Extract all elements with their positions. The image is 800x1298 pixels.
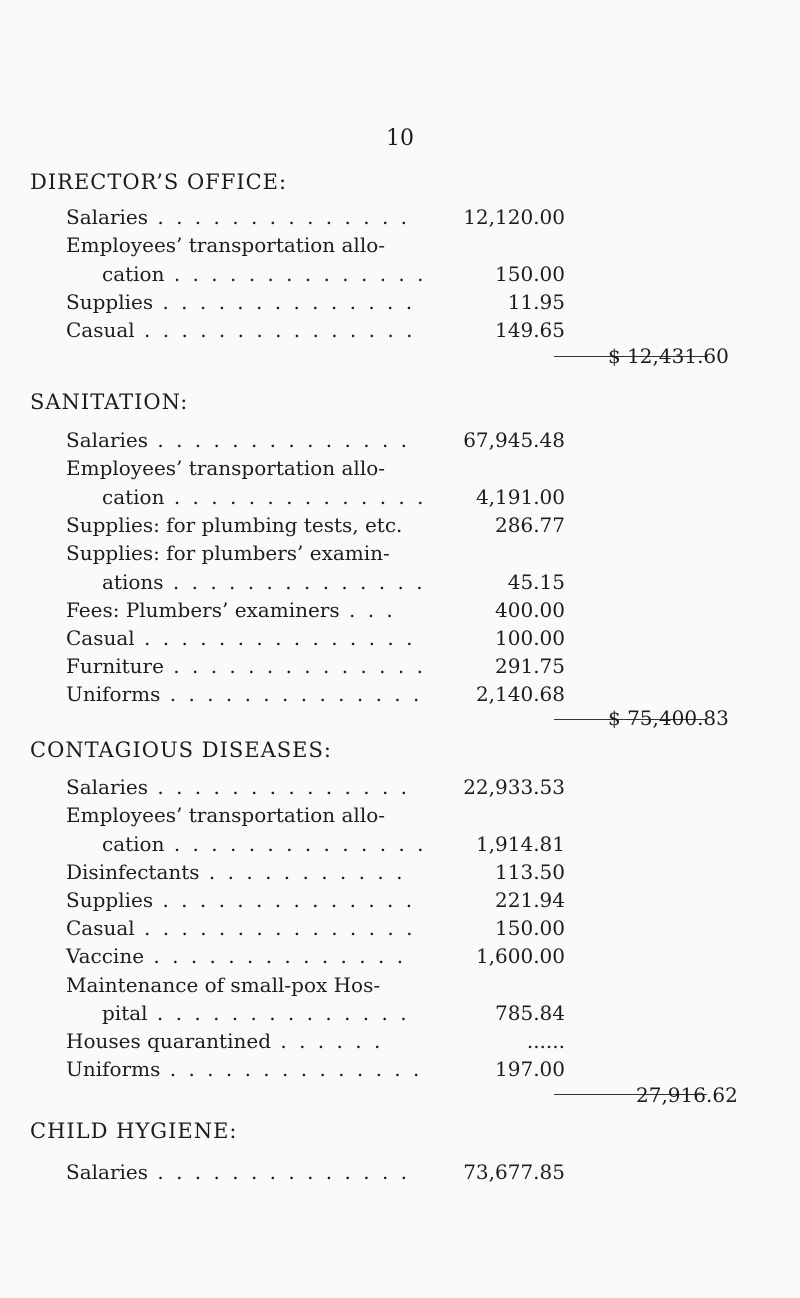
line-amount: 149.65 bbox=[495, 318, 565, 342]
line-label: Supplies: for plumbing tests, etc. bbox=[66, 513, 403, 537]
line-amount: ...... bbox=[526, 1029, 565, 1053]
line-amount: 12,120.00 bbox=[463, 205, 565, 229]
line-amount: 400.00 bbox=[495, 598, 565, 622]
line-label: Maintenance of small-pox Hos- bbox=[66, 973, 381, 997]
line-amount: 11.95 bbox=[507, 290, 565, 314]
line-label: Uniforms . . . . . . . . . . . . . . bbox=[66, 682, 423, 706]
line-amount: 291.75 bbox=[495, 654, 565, 678]
line-label: Casual . . . . . . . . . . . . . . . bbox=[66, 318, 416, 342]
line-label: Employees’ transportation allo- bbox=[66, 456, 386, 480]
line-amount: 197.00 bbox=[495, 1057, 565, 1081]
line-amount: 286.77 bbox=[495, 513, 565, 537]
line-label: Furniture . . . . . . . . . . . . . . bbox=[66, 654, 426, 678]
section-heading-contagious-diseases: CONTAGIOUS DISEASES: bbox=[30, 738, 332, 762]
line-label: Salaries . . . . . . . . . . . . . . bbox=[66, 775, 411, 799]
line-label: Houses quarantined . . . . . . bbox=[66, 1029, 384, 1053]
line-label: Employees’ transportation allo- bbox=[66, 803, 386, 827]
section-heading-child-hygiene: CHILD HYGIENE: bbox=[30, 1119, 238, 1143]
line-label: Salaries . . . . . . . . . . . . . . bbox=[66, 205, 411, 229]
line-label: Casual . . . . . . . . . . . . . . . bbox=[66, 626, 416, 650]
section-heading-sanitation: SANITATION: bbox=[30, 390, 189, 414]
line-label: Casual . . . . . . . . . . . . . . . bbox=[66, 916, 416, 940]
line-amount: 73,677.85 bbox=[463, 1160, 565, 1184]
page-number: 10 bbox=[386, 126, 414, 151]
line-label: Disinfectants . . . . . . . . . . . bbox=[66, 860, 406, 884]
line-amount: 45.15 bbox=[507, 570, 565, 594]
section-total: 27,916.62 bbox=[636, 1083, 738, 1107]
line-label: Vaccine . . . . . . . . . . . . . . bbox=[66, 944, 407, 968]
line-amount: 150.00 bbox=[495, 916, 565, 940]
section-total: $ 12,431.60 bbox=[608, 344, 729, 368]
line-amount: 221.94 bbox=[495, 888, 565, 912]
line-label-continuation: pital . . . . . . . . . . . . . . bbox=[102, 1001, 410, 1025]
line-label: Supplies . . . . . . . . . . . . . . bbox=[66, 290, 416, 314]
line-label: Salaries . . . . . . . . . . . . . . bbox=[66, 428, 411, 452]
line-amount: 100.00 bbox=[495, 626, 565, 650]
line-label-continuation: ations . . . . . . . . . . . . . . bbox=[102, 570, 426, 594]
line-label-continuation: cation . . . . . . . . . . . . . . bbox=[102, 485, 427, 509]
line-label: Uniforms . . . . . . . . . . . . . . bbox=[66, 1057, 423, 1081]
line-label: Supplies . . . . . . . . . . . . . . bbox=[66, 888, 416, 912]
line-label: Supplies: for plumbers’ examin- bbox=[66, 541, 390, 565]
line-label: Employees’ transportation allo- bbox=[66, 233, 386, 257]
line-label: Salaries . . . . . . . . . . . . . . bbox=[66, 1160, 411, 1184]
line-label-continuation: cation . . . . . . . . . . . . . . bbox=[102, 832, 427, 856]
line-amount: 4,191.00 bbox=[475, 485, 565, 509]
line-amount: 785.84 bbox=[495, 1001, 565, 1025]
line-label-continuation: cation . . . . . . . . . . . . . . bbox=[102, 262, 427, 286]
section-total: $ 75,400.83 bbox=[608, 706, 729, 730]
section-heading-directors-office: DIRECTOR’S OFFICE: bbox=[30, 170, 288, 194]
line-amount: 2,140.68 bbox=[475, 682, 565, 706]
line-amount: 1,914.81 bbox=[475, 832, 565, 856]
line-amount: 22,933.53 bbox=[463, 775, 565, 799]
line-label: Fees: Plumbers’ examiners . . . bbox=[66, 598, 396, 622]
line-amount: 1,600.00 bbox=[475, 944, 565, 968]
line-amount: 150.00 bbox=[495, 262, 565, 286]
line-amount: 113.50 bbox=[495, 860, 565, 884]
line-amount: 67,945.48 bbox=[463, 428, 565, 452]
